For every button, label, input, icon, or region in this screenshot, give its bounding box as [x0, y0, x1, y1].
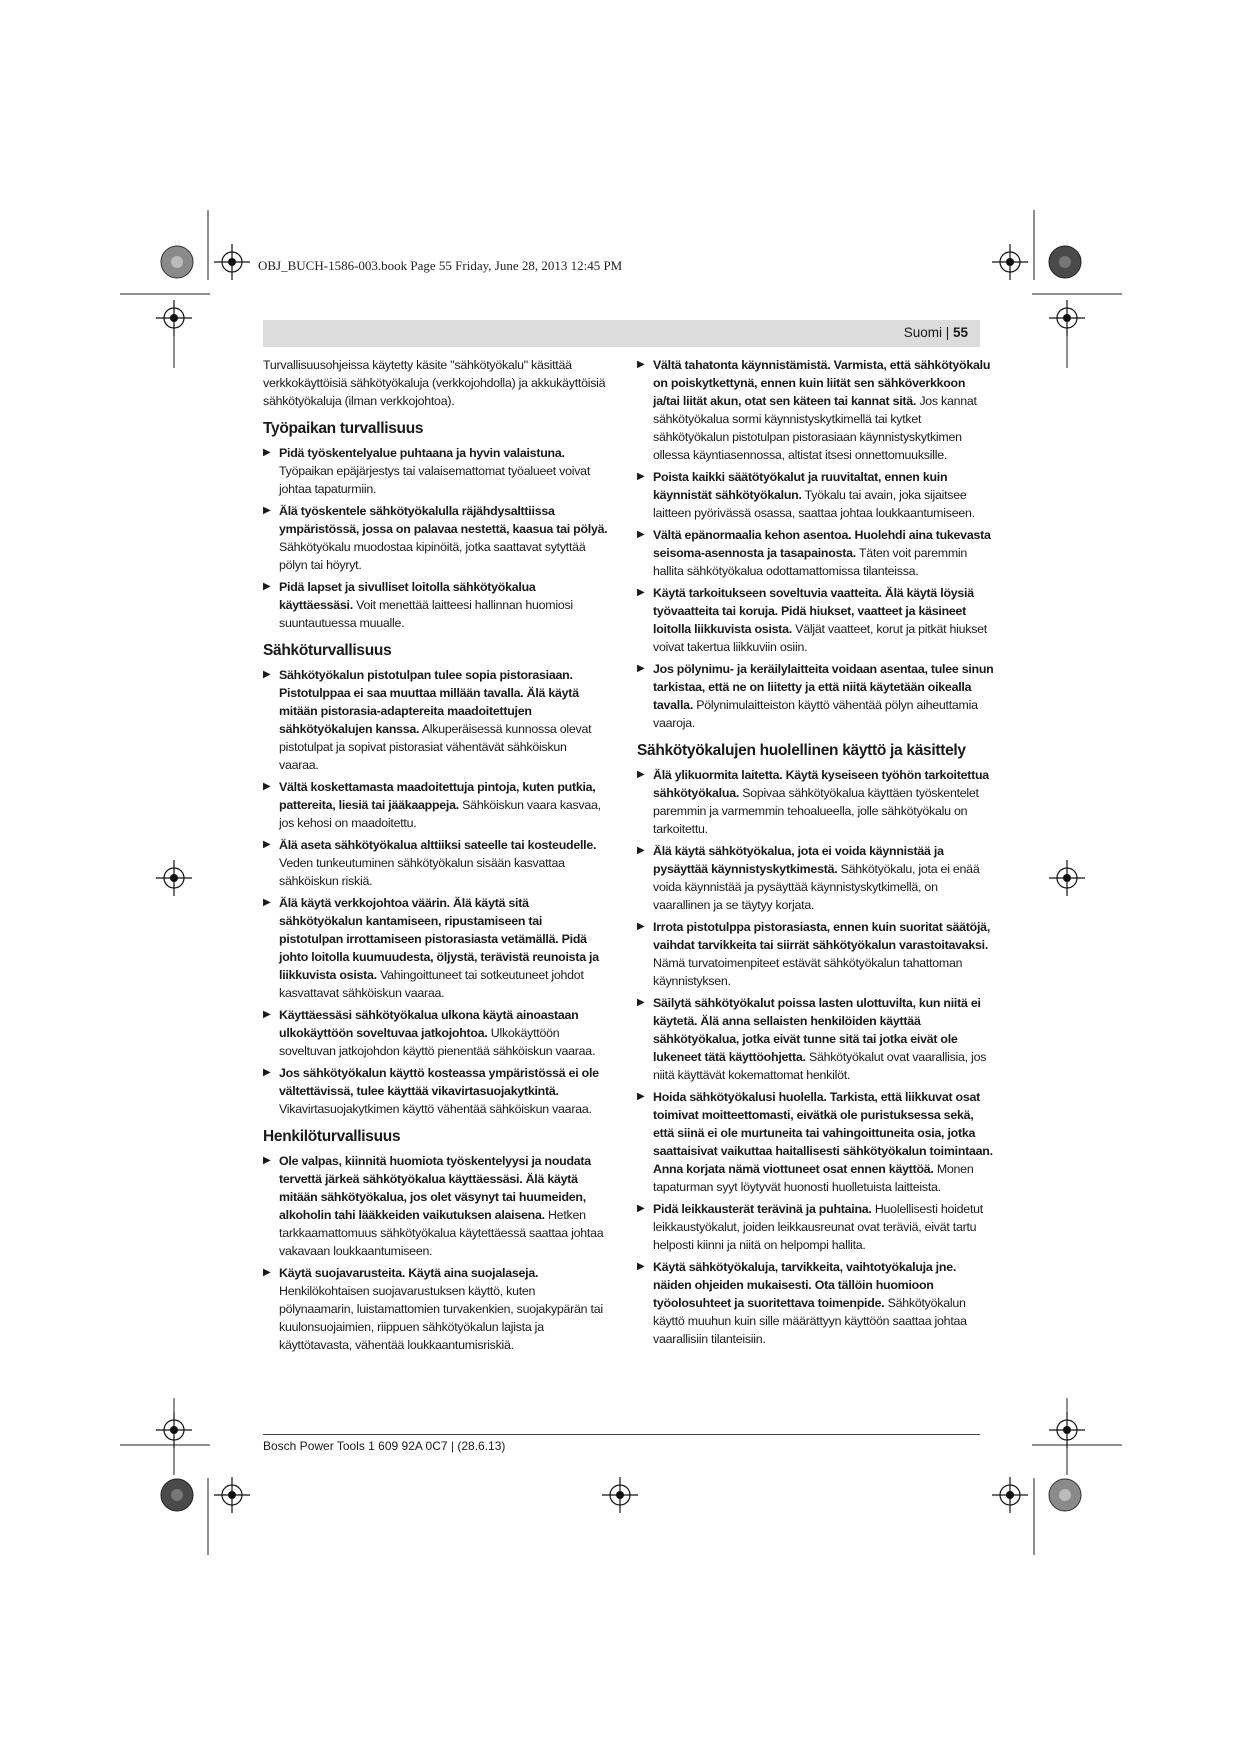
- bullet-icon: ▶: [263, 839, 271, 850]
- item-text: Voit menettää laitteesi hallinnan huomiosi suuntautuessa muualle.: [279, 598, 573, 630]
- list-item: [637, 842, 995, 914]
- section-heading-personal: Henkilöturvallisuus: [263, 1128, 401, 1145]
- page-footer: Bosch Power Tools 1 609 92A 0C7 | (28.6.13): [263, 1439, 506, 1453]
- list-item: [263, 1152, 609, 1260]
- bullet-icon: ▶: [637, 921, 645, 932]
- item-bold-text: Pidä työskentelyalue puhtaana ja hyvin valaistuna.: [279, 446, 565, 460]
- bullet-icon: ▶: [637, 587, 645, 598]
- left-column: [263, 356, 609, 1358]
- list-item: [637, 1200, 995, 1254]
- item-bold-text: Hoida sähkötyökalusi huolella. Tarkista, että liikkuvat osat toimivat moitteettomasti, eivätkä ole puristuksessa sekä, että siinä ei ole murtuneita tai vahingoittuneita osia, jotka saattaisivat vaikuttaa haitallisesti sähkötyökalun toimintaan. Anna korjata nämä viottuneet osat ennen käyttöä.: [653, 1090, 993, 1176]
- item-bold-text: Käytä suojavarusteita. Käytä aina suojalaseja.: [279, 1266, 539, 1280]
- item-text: Sähkötyökalun käyttö muuhun kuin sille määrättyyn käyttöön saattaa johtaa vaarallisiin tilanteisiin.: [653, 1296, 967, 1346]
- bullet-icon: ▶: [637, 997, 645, 1008]
- item-bold-text: Jos pölynimu- ja keräilylaitteita voidaan asentaa, tulee sinun tarkistaa, että ne on liitetty ja että niitä käytetään oikealla tavalla.: [653, 662, 994, 712]
- list-item: [263, 1006, 609, 1060]
- bullet-icon: ▶: [263, 581, 271, 592]
- item-text: Täten voit paremmin hallita sähkötyökalua odottamattomissa tilanteissa.: [653, 546, 968, 578]
- list-item: [263, 666, 609, 774]
- section-list-workplace: [263, 444, 609, 632]
- bullet-icon: ▶: [263, 505, 271, 516]
- file-info: OBJ_BUCH-1586-003.book Page 55 Friday, June 28, 2013 12:45 PM: [258, 258, 623, 273]
- item-text: Monen tapaturman syyt löytyvät huonosti huolletuista laitteista.: [653, 1162, 974, 1194]
- bullet-icon: ▶: [263, 1155, 271, 1166]
- page-header: [263, 320, 980, 347]
- section-list-personal-cont: [637, 356, 995, 732]
- bullet-icon: ▶: [263, 1009, 271, 1020]
- item-bold-text: Pidä leikkausterät terävinä ja puhtaina.: [653, 1202, 872, 1216]
- item-text: Vikavirtasuojakytkimen käyttö vähentää sähköiskun vaaraa.: [279, 1102, 592, 1116]
- item-text: Sähkötyökalut ovat vaarallisia, jos niitä käyttävät kokemattomat henkilöt.: [653, 1050, 987, 1082]
- item-text: Ulkokäyttöön soveltuvan jatkojohdon käyttö pienentää sähköiskun vaaraa.: [279, 1026, 596, 1058]
- bullet-icon: ▶: [263, 1067, 271, 1078]
- item-text: Väljät vaatteet, korut ja pitkät hiukset voivat takertua liikkuviin osiin.: [653, 622, 987, 654]
- section-heading-electrical: Sähköturvallisuus: [263, 642, 392, 659]
- item-text: Pölynimulaitteiston käyttö vähentää pölyn aiheuttamia vaaroja.: [653, 698, 978, 730]
- item-bold-text: Vältä tahatonta käynnistämistä. Varmista, että sähkötyökalu on poiskytkettynä, ennen kuin liität sen sähköverkkoon ja/tai liität akun, otat sen käteen tai kannat sitä.: [653, 358, 991, 408]
- item-bold-text: Käyttäessäsi sähkötyökalua ulkona käytä ainoastaan ulkokäyttöön soveltuvaa jatkojohtoa.: [279, 1008, 579, 1040]
- bullet-icon: ▶: [263, 897, 271, 908]
- item-bold-text: Irrota pistotulppa pistorasiasta, ennen kuin suoritat säätöjä, vaihdat tarvikkeita tai siirrät sähkötyökalun varastoitavaksi.: [653, 920, 991, 952]
- list-item: [263, 444, 609, 498]
- list-item: [637, 660, 995, 732]
- header-language: Suomi: [903, 325, 942, 340]
- item-bold-text: Käytä sähkötyökaluja, tarvikkeita, vaihtotyökaluja jne. näiden ohjeiden mukaisesti. Ota tällöin huomioon työolosuhteet ja suoritettava toimenpide.: [653, 1260, 957, 1310]
- header-text: [904, 325, 968, 340]
- list-item: [637, 468, 995, 522]
- item-bold-text: Poista kaikki säätötyökalut ja ruuvitaltat, ennen kuin käynnistät sähkötyökalun.: [653, 470, 948, 502]
- list-item: [637, 356, 995, 464]
- bullet-icon: ▶: [263, 1267, 271, 1278]
- item-text: Nämä turvatoimenpiteet estävät sähkötyökalun tahattoman käynnistyksen.: [653, 956, 963, 988]
- bullet-icon: ▶: [637, 1203, 645, 1214]
- item-bold-text: Vältä koskettamasta maadoitettuja pintoja, kuten putkia, pattereita, liesiä tai jääkaappeja.: [279, 780, 596, 812]
- bullet-icon: ▶: [637, 359, 645, 370]
- list-item: [263, 1264, 609, 1354]
- item-bold-text: Jos sähkötyökalun käyttö kosteassa ympäristössä ei ole vältettävissä, tulee käyttää vikavirtasuojakytkintä.: [279, 1066, 599, 1098]
- item-bold-text: Älä käytä sähkötyökalua, jota ei voida käynnistää ja pysäyttää käynnistyskytkimestä.: [653, 844, 944, 876]
- item-text: Alkuperäisessä kunnossa olevat pistotulpat ja sopivat pistorasiat vähentävät sähköiskun vaaraa.: [279, 722, 592, 772]
- bullet-icon: ▶: [637, 1091, 645, 1102]
- section-heading-care: Sähkötyökalujen huolellinen käyttö ja käsittely: [637, 742, 966, 759]
- list-item: [637, 918, 995, 990]
- item-text: Työpaikan epäjärjestys tai valaisemattomat työalueet voivat johtaa tapaturmiin.: [279, 464, 591, 496]
- item-text: Hetken tarkkaamattomuus sähkötyökalua käytettäessä saattaa johtaa vakavaan loukkaantumiseen.: [279, 1208, 604, 1258]
- item-text: Veden tunkeutuminen sähkötyökalun sisään kasvattaa sähköiskun riskiä.: [279, 856, 565, 888]
- section-heading-workplace: Työpaikan turvallisuus: [263, 420, 424, 437]
- bullet-icon: ▶: [637, 769, 645, 780]
- page-number: 55: [952, 325, 968, 340]
- list-item: [263, 502, 609, 574]
- footer-rule: [263, 1434, 980, 1435]
- bullet-icon: ▶: [637, 663, 645, 674]
- list-item: [263, 894, 609, 1002]
- section-list-care: [637, 766, 995, 1348]
- item-text: Huolellisesti hoidetut leikkaustyökalut, joiden leikkausreunat ovat teräviä, eivät tartu helposti kiinni ja niitä on helpompi hallita.: [653, 1202, 983, 1252]
- item-text: Työkalu tai avain, joka sijaitsee laitteen pyörivässä osassa, saattaa johtaa loukkaantumiseen.: [653, 488, 975, 520]
- item-text: Sopivaa sähkötyökalua käyttäen työskentelet paremmin ja varmemmin tehoalueella, jolle sähkötyökalu on tarkoitettu.: [653, 786, 979, 836]
- item-bold-text: Älä käytä verkkojohtoa väärin. Älä käytä sitä sähkötyökalun kantamiseen, ripustamiseen tai pistotulpan irrottamiseen pistorasiasta vetämällä. Pidä johto loitolla kuumuudesta, öljystä, terävistä reunoista ja liikkuvista osista.: [279, 896, 599, 982]
- bullet-icon: ▶: [263, 669, 271, 680]
- list-item: [637, 994, 995, 1084]
- bullet-icon: ▶: [637, 529, 645, 540]
- section-list-electrical: [263, 666, 609, 1118]
- item-bold-text: Älä aseta sähkötyökalua alttiiksi sateelle tai kosteudelle.: [279, 838, 597, 852]
- list-item: [637, 1088, 995, 1196]
- bullet-icon: ▶: [263, 781, 271, 792]
- item-bold-text: Pidä lapset ja sivulliset loitolla sähkötyökalua käyttäessäsi.: [279, 580, 536, 612]
- list-item: [263, 836, 609, 890]
- item-bold-text: Käytä tarkoitukseen soveltuvia vaatteita. Älä käytä löysiä työvaatteita tai koruja. Pidä hiukset, vaatteet ja käsineet loitolla liikkuvista osista.: [653, 586, 974, 636]
- section-list-personal: [263, 1152, 609, 1354]
- item-bold-text: Vältä epänormaalia kehon asentoa. Huolehdi aina tukevasta seisoma-asennosta ja tasapainosta.: [653, 528, 991, 560]
- right-column: [637, 356, 995, 1352]
- item-text: Sähkötyökalu, jota ei enää voida käynnistää ja pysäyttää käynnistyskytkimellä, on vaarallinen ja se täytyy korjata.: [653, 862, 980, 912]
- bullet-icon: ▶: [637, 471, 645, 482]
- item-text: Vahingoittuneet tai sotkeutuneet johdot kasvattavat sähköiskun vaaraa.: [279, 968, 584, 1000]
- list-item: [637, 526, 995, 580]
- item-text: Sähköiskun vaara kasvaa, jos kehosi on maadoitettu.: [279, 798, 601, 830]
- item-bold-text: Ole valpas, kiinnitä huomiota työskentelyysi ja noudata tervettä järkeä sähkötyökalua käyttäessäsi. Älä käytä mitään sähkötyökalua, jos olet väsynyt tai huumeiden, alkoholin tahi lääkkeiden vaikutuksen alaisena.: [279, 1154, 591, 1222]
- header-separator: |: [941, 325, 953, 340]
- item-text: Jos kannat sähkötyökalua sormi käynnistyskytkimellä tai kytket sähkötyökalun pistotulpan pistorasiaan käynnistyskytkimen ollessa käyntiasennossa, altistat itsesi onnettomuuksille.: [653, 394, 977, 462]
- item-bold-text: Älä työskentele sähkötyökalulla räjähdysalttiissa ympäristössä, jossa on palavaa nestettä, kaasua tai pölyä.: [279, 504, 608, 536]
- list-item: [263, 778, 609, 832]
- bullet-icon: ▶: [637, 1261, 645, 1272]
- bullet-icon: ▶: [637, 845, 645, 856]
- item-text: Henkilökohtaisen suojavarustuksen käyttö, kuten pölynaamarin, luistamattomien turvakenkien, suojakypärän tai kuulonsuojaimien, riippuen sähkötyökalun lajista ja käyttötavasta, vähentää loukkaantumisriskiä.: [279, 1284, 603, 1352]
- list-item: [637, 766, 995, 838]
- list-item: [263, 578, 609, 632]
- bullet-icon: ▶: [263, 447, 271, 458]
- item-text: Sähkötyökalu muodostaa kipinöitä, jotka saattavat sytyttää pölyn tai höyryt.: [279, 540, 586, 572]
- list-item: [637, 584, 995, 656]
- intro-paragraph: Turvallisuusohjeissa käytetty käsite "sähkötyökalu" käsittää verkkokäyttöisiä sähkötyökaluja (verkkojohdolla) ja akkukäyttöisiä sähkötyökaluja (ilman verkkojohtoa).: [263, 358, 606, 408]
- list-item: [263, 1064, 609, 1118]
- item-bold-text: Säilytä sähkötyökalut poissa lasten ulottuvilta, kun niitä ei käytetä. Älä anna sellaisten henkilöiden käyttää sähkötyökalua, jotka eivät tunne sitä tai jotka eivät ole lukeneet tätä käyttöohjetta.: [653, 996, 981, 1064]
- list-item: [637, 1258, 995, 1348]
- item-bold-text: Sähkötyökalun pistotulpan tulee sopia pistorasiaan. Pistotulppaa ei saa muuttaa millään tavalla. Älä käytä mitään pistorasia-adaptereita maadoitettujen sähkötyökalujen kanssa.: [279, 668, 579, 736]
- item-bold-text: Älä ylikuormita laitetta. Käytä kyseiseen työhön tarkoitettua sähkötyökalua.: [653, 768, 989, 800]
